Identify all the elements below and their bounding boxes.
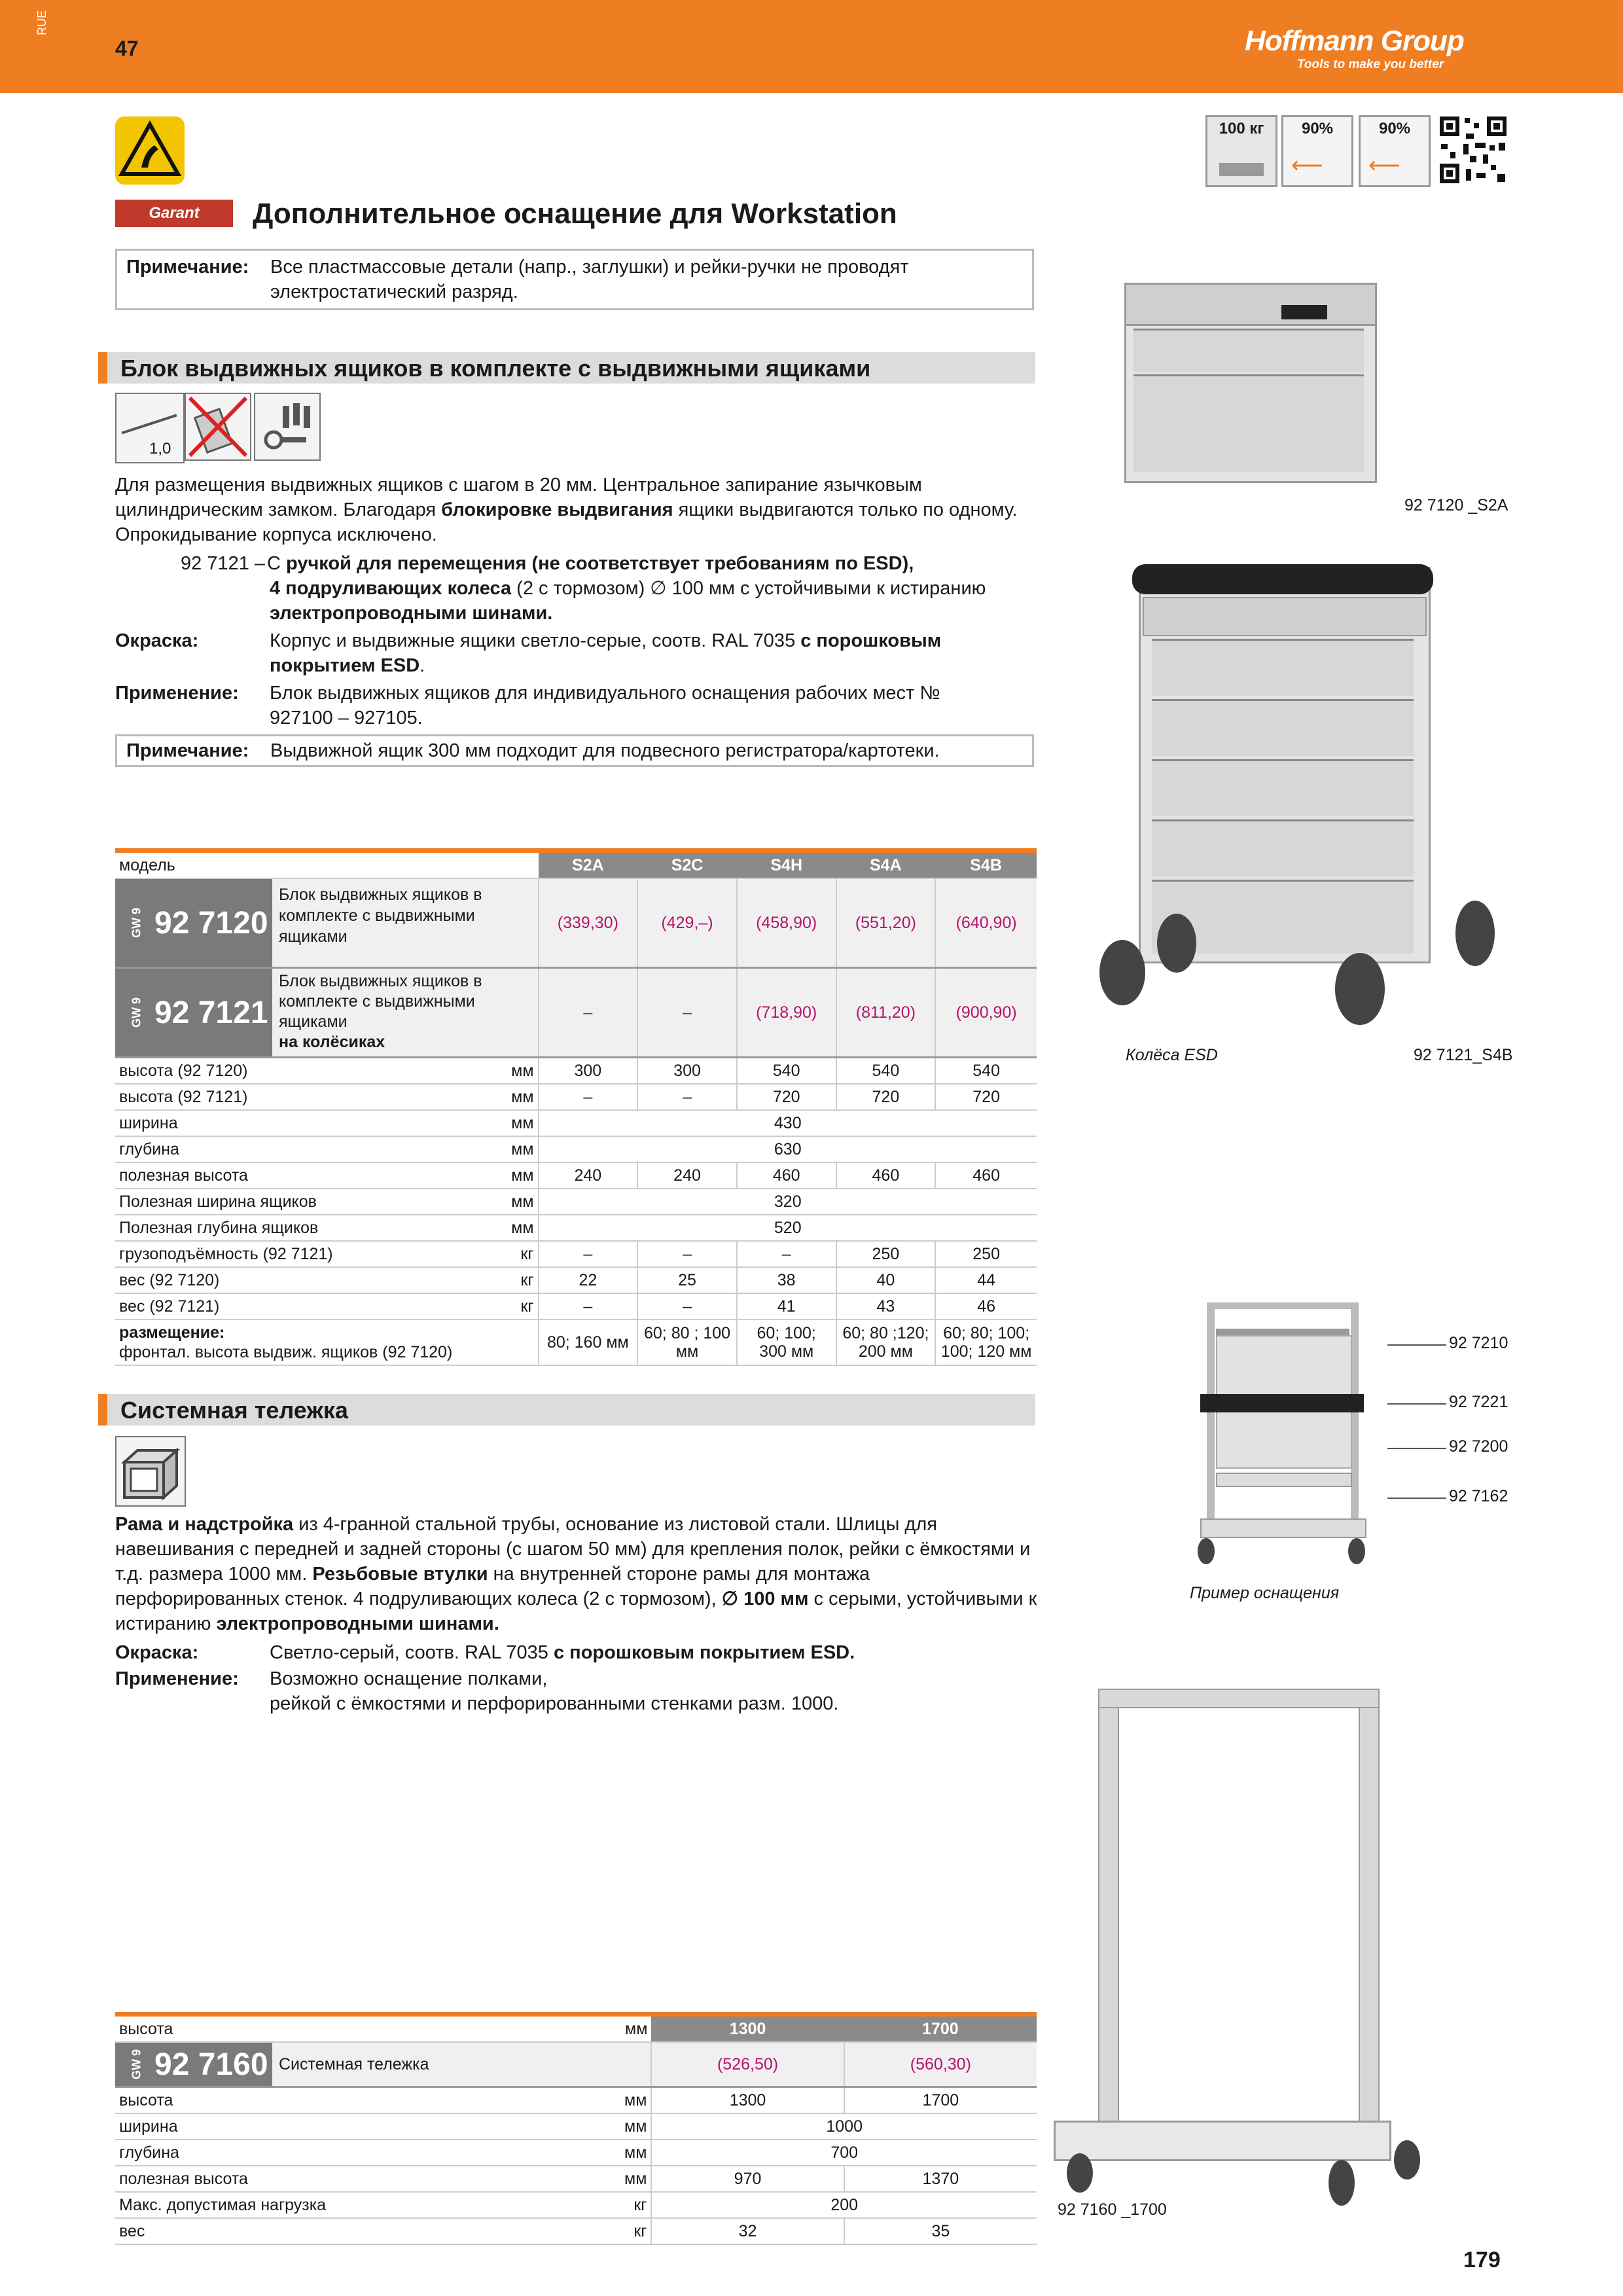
spec-value: 22 bbox=[539, 1267, 638, 1293]
usage-line-2: рейкой с ёмкостями и перфорированными стенками разм. 1000. bbox=[270, 1693, 839, 1714]
note-label: Примечание: bbox=[126, 257, 249, 278]
spec-unit: мм bbox=[610, 2140, 651, 2166]
price-cell: (339,30) bbox=[539, 878, 638, 968]
qr-code-icon[interactable] bbox=[1437, 114, 1509, 186]
column-header: S4H bbox=[737, 851, 836, 879]
spec-value: 700 bbox=[651, 2140, 1037, 2166]
cabinet-top-panel bbox=[1124, 283, 1377, 326]
usage-row bbox=[115, 1666, 1038, 1716]
push-handle bbox=[1132, 564, 1433, 594]
placement-cell: 80; 160 мм bbox=[539, 1319, 638, 1365]
desc-bold-e: ∅ 100 мм bbox=[721, 1588, 809, 1609]
wheel bbox=[1394, 2140, 1420, 2179]
product-row bbox=[115, 878, 1037, 968]
spec-rows bbox=[115, 1058, 1037, 1320]
spec-unit: кг bbox=[610, 2192, 651, 2218]
spec-rows bbox=[115, 2087, 1037, 2245]
spec-unit: мм bbox=[610, 2166, 651, 2192]
callout-line bbox=[1387, 1448, 1446, 1449]
spec-unit: кг bbox=[497, 1267, 539, 1293]
spec-row bbox=[115, 2140, 1037, 2166]
spec-value: 200 bbox=[651, 2192, 1037, 2218]
spec-label: полезная высота bbox=[115, 2166, 610, 2192]
section-heading-system-trolley bbox=[98, 1394, 1035, 1426]
wheel bbox=[1335, 953, 1385, 1025]
desc-text-bold: блокировке выдвигания bbox=[441, 499, 673, 520]
section1-description bbox=[115, 473, 1031, 547]
spec-unit: мм bbox=[610, 2113, 651, 2140]
section-heading-drawer-unit bbox=[98, 352, 1035, 384]
paint-text-a: Светло-серый, соотв. RAL 7035 bbox=[270, 1642, 554, 1663]
paint-label: Окраска: bbox=[115, 1642, 199, 1663]
extension-badge-1 bbox=[1281, 115, 1353, 187]
spec-label: высота (92 7121) bbox=[115, 1084, 497, 1110]
placement-cell: 60; 80 ; 100 мм bbox=[637, 1319, 737, 1365]
spec-value: – bbox=[539, 1084, 638, 1110]
spec-value: 40 bbox=[836, 1267, 936, 1293]
spec-value: 300 bbox=[539, 1058, 638, 1085]
image-caption-927120: 92 7120 _S2A bbox=[1404, 496, 1508, 514]
trolley-post bbox=[1098, 1689, 1119, 2136]
spec-value: – bbox=[637, 1293, 737, 1319]
hoffmann-logo bbox=[1245, 25, 1464, 72]
spec-row bbox=[115, 1189, 1037, 1215]
spec-label: Макс. допустимая нагрузка bbox=[115, 2192, 610, 2218]
variant-text-e: электропроводными шинами. bbox=[270, 603, 553, 624]
model-label: модель bbox=[115, 851, 539, 879]
price-cell: (560,30) bbox=[844, 2042, 1037, 2087]
variant-description bbox=[181, 551, 1038, 626]
gw-label: GW 9 bbox=[130, 907, 143, 939]
usage-line-1: Возможно оснащение полками, bbox=[270, 1668, 548, 1689]
usage-label: Применение: bbox=[115, 1668, 239, 1689]
price-cell: (900,90) bbox=[935, 968, 1037, 1058]
trolley-post bbox=[1359, 1689, 1380, 2136]
wheel bbox=[1099, 940, 1145, 1005]
price-cell: – bbox=[637, 968, 737, 1058]
wheel bbox=[1348, 1538, 1365, 1564]
desc-text-a: Для размещения выдвижных ящиков с шагом в 20 мм. Центральное запирание язычковым цилиндрическим замком. Благодаря bbox=[115, 475, 922, 520]
drawer bbox=[1152, 759, 1414, 816]
price-cell: (429,–) bbox=[637, 878, 737, 968]
spec-value: – bbox=[539, 1293, 638, 1319]
product-code-box[interactable] bbox=[115, 879, 272, 967]
spec-row bbox=[115, 1162, 1037, 1189]
spec-value: 720 bbox=[836, 1084, 936, 1110]
spec-row bbox=[115, 1293, 1037, 1319]
spec-label: высота (92 7120) bbox=[115, 1058, 497, 1085]
paint-text-b: с порошковым покрытием ESD. bbox=[554, 1642, 855, 1663]
product-description-bold: на колёсиках bbox=[279, 1033, 385, 1051]
spec-value: 240 bbox=[539, 1162, 638, 1189]
spec-value: 25 bbox=[637, 1267, 737, 1293]
wheel bbox=[1157, 914, 1196, 973]
spec-label: полезная высота bbox=[115, 1162, 497, 1189]
column-header: S4A bbox=[836, 851, 936, 879]
usage-text bbox=[270, 1666, 838, 1716]
spec-row bbox=[115, 2218, 1037, 2244]
spec-unit: кг bbox=[497, 1241, 539, 1267]
note-box-drawer bbox=[115, 734, 1034, 767]
spec-label: грузоподъёмность (92 7121) bbox=[115, 1241, 497, 1267]
spec-value: 300 bbox=[637, 1058, 737, 1085]
spec-label: вес (92 7121) bbox=[115, 1293, 497, 1319]
placement-cell: 60; 100; 300 мм bbox=[737, 1319, 836, 1365]
desc-bold-a: Рама и надстройка bbox=[115, 1514, 294, 1535]
lock-panel bbox=[1281, 305, 1327, 319]
drawer bbox=[1152, 639, 1414, 696]
drawer bbox=[1133, 374, 1364, 472]
price-cell: (811,20) bbox=[836, 968, 936, 1058]
drawer bbox=[1152, 699, 1414, 756]
spec-value: 540 bbox=[935, 1058, 1037, 1085]
section2-description bbox=[115, 1512, 1038, 1636]
spec-value: 320 bbox=[539, 1189, 1037, 1215]
desc-text-b: из 4-гранной стальной трубы, основание из листовой стали. Шлицы для навешивания с передней и задней стороны (с шагом 50 мм) для крепления полок, рейки с ёмкостями и т.д. размера 1000 мм. bbox=[115, 1514, 1031, 1585]
note-box-general bbox=[115, 249, 1034, 310]
product-cell bbox=[115, 878, 539, 968]
wheel bbox=[1455, 901, 1495, 966]
example-caption: Пример оснащения bbox=[1190, 1584, 1340, 1602]
stepping-icon-value: 1,0 bbox=[149, 440, 171, 457]
product-description: Системная тележка bbox=[279, 2055, 429, 2073]
product-image-927160 bbox=[1054, 1689, 1433, 2212]
product-code: 92 7121 bbox=[154, 995, 268, 1030]
product-code: 92 7160 bbox=[154, 2047, 268, 2082]
spec-value: 630 bbox=[539, 1136, 1037, 1162]
product-description: Блок выдвижных ящиков в комплекте с выдвижными ящиками bbox=[279, 886, 482, 946]
page-number: 179 bbox=[1463, 2248, 1501, 2272]
usage-label: Применение: bbox=[115, 683, 239, 704]
note-text: Выдвижной ящик 300 мм подходит для подвесного регистратора/картотеки. bbox=[270, 740, 940, 761]
price-cell: (458,90) bbox=[737, 878, 836, 968]
spec-value: 460 bbox=[737, 1162, 836, 1189]
spec-unit: мм bbox=[497, 1162, 539, 1189]
region-tag: RUE bbox=[35, 10, 48, 35]
spec-unit: мм bbox=[497, 1084, 539, 1110]
paint-row bbox=[115, 628, 1031, 678]
gw-label: GW 9 bbox=[130, 997, 143, 1028]
section-title: Блок выдвижных ящиков в комплекте с выдвижными ящиками bbox=[120, 355, 871, 382]
usage-row bbox=[115, 681, 1031, 730]
spec-label: ширина bbox=[115, 1110, 497, 1136]
variant-code: 92 7121 – bbox=[181, 553, 266, 574]
placement-label-text: фронтал. высота выдвиж. ящиков (92 7120) bbox=[119, 1343, 453, 1361]
extension-label-1: 90% bbox=[1301, 120, 1334, 137]
spec-row bbox=[115, 1058, 1037, 1085]
variant-text-a: С bbox=[267, 553, 286, 574]
product-code: 92 7120 bbox=[154, 905, 268, 941]
spec-value: 46 bbox=[935, 1293, 1037, 1319]
section-marker bbox=[98, 1394, 107, 1426]
column-header: 1700 bbox=[844, 2015, 1037, 2043]
shelf bbox=[1216, 1329, 1349, 1335]
spec-value: 44 bbox=[935, 1267, 1037, 1293]
product-cell bbox=[115, 2042, 651, 2087]
placement-label-bold: размещение: bbox=[119, 1323, 225, 1342]
cabinet-top-panel bbox=[1143, 597, 1427, 636]
variant-text-d: (2 с тормозом) ∅ 100 мм с устойчивыми к истиранию bbox=[511, 578, 986, 599]
extension-label-2: 90% bbox=[1378, 120, 1411, 137]
spec-value: 1370 bbox=[844, 2166, 1037, 2192]
extension-arrow-icon: ⟵ bbox=[1291, 153, 1323, 178]
spec-value: 38 bbox=[737, 1267, 836, 1293]
spec-value: 540 bbox=[737, 1058, 836, 1085]
spec-row bbox=[115, 1215, 1037, 1241]
wheels-caption: Колёса ESD bbox=[1126, 1046, 1218, 1064]
price-cell: (718,90) bbox=[737, 968, 836, 1058]
wheel bbox=[1067, 2153, 1093, 2193]
callout-line bbox=[1387, 1498, 1446, 1499]
spec-row bbox=[115, 2192, 1037, 2218]
wheel bbox=[1329, 2160, 1355, 2206]
spec-value: 460 bbox=[935, 1162, 1037, 1189]
spec-unit: мм bbox=[497, 1110, 539, 1136]
desc-bold-c: Резьбовые втулки bbox=[312, 1564, 488, 1585]
column-header: S4B bbox=[935, 851, 1037, 879]
lock-key-icon bbox=[254, 393, 321, 461]
product-image-927121 bbox=[1099, 547, 1518, 1045]
trolley-topbar bbox=[1098, 1689, 1380, 1708]
spec-value: 1300 bbox=[651, 2087, 844, 2114]
load-label: 100 кг bbox=[1219, 120, 1264, 137]
extension-arrow-icon: ⟵ bbox=[1368, 153, 1400, 178]
desc-bold-g: электропроводными шинами. bbox=[216, 1613, 499, 1634]
desc-text-f: с серыми, устойчивыми к истиранию bbox=[115, 1588, 1037, 1634]
base-plate bbox=[1200, 1518, 1366, 1538]
logo-name: Hoffmann Group bbox=[1245, 25, 1464, 57]
square-tube-icon bbox=[115, 1436, 186, 1507]
height-unit: мм bbox=[610, 2015, 651, 2043]
spec-value: 460 bbox=[836, 1162, 936, 1189]
paint-text-c: . bbox=[419, 655, 425, 676]
spec-label: глубина bbox=[115, 2140, 610, 2166]
spec-value: 35 bbox=[844, 2218, 1037, 2244]
spec-table-system-trolley bbox=[115, 2012, 1037, 2245]
chapter-number: 47 bbox=[115, 37, 139, 60]
spec-unit: мм bbox=[497, 1136, 539, 1162]
column-header: S2C bbox=[637, 851, 737, 879]
extension-badge-2 bbox=[1359, 115, 1431, 187]
spec-unit: мм bbox=[497, 1215, 539, 1241]
product-row bbox=[115, 968, 1037, 1058]
note-text: Все пластмассовые детали (напр., заглушки) и рейки-ручки не проводят электростатический разряд. bbox=[270, 257, 909, 302]
spec-row bbox=[115, 1241, 1037, 1267]
spec-value: 41 bbox=[737, 1293, 836, 1319]
page-title: Дополнительное оснащение для Workstation bbox=[253, 198, 897, 230]
wheel bbox=[1198, 1538, 1215, 1564]
spec-value: – bbox=[539, 1241, 638, 1267]
spec-value: 32 bbox=[651, 2218, 844, 2244]
example-trolley-image bbox=[1187, 1296, 1383, 1571]
load-badge bbox=[1205, 115, 1277, 187]
spec-row bbox=[115, 2166, 1037, 2192]
spec-row bbox=[115, 1084, 1037, 1110]
height-label: высота bbox=[115, 2015, 610, 2043]
spec-row bbox=[115, 2087, 1037, 2114]
spec-label: вес bbox=[115, 2218, 610, 2244]
base-plate bbox=[1054, 2121, 1391, 2161]
spec-label: высота bbox=[115, 2087, 610, 2114]
paint-text bbox=[270, 1640, 855, 1665]
section-marker bbox=[98, 352, 107, 384]
paint-label: Окраска: bbox=[115, 630, 199, 651]
placement-cell: 60; 80; 100; 100; 120 мм bbox=[935, 1319, 1037, 1365]
spec-label: Полезная ширина ящиков bbox=[115, 1189, 497, 1215]
column-header: 1300 bbox=[651, 2015, 844, 2043]
callout-label: 92 7200 bbox=[1449, 1437, 1508, 1456]
logo-tagline: Tools to make you better bbox=[1297, 58, 1444, 71]
spec-unit: кг bbox=[610, 2218, 651, 2244]
spec-unit: мм bbox=[497, 1058, 539, 1085]
spec-row bbox=[115, 1110, 1037, 1136]
stepping-icon-lines bbox=[122, 414, 177, 435]
no-tipping-icon bbox=[185, 393, 251, 461]
spec-value: 720 bbox=[935, 1084, 1037, 1110]
image-caption-927121: 92 7121_S4B bbox=[1414, 1046, 1513, 1064]
desc-text-c: ящики выдвигаются только по одному. Опрокидывание корпуса исключено. bbox=[115, 499, 1018, 545]
spec-label: Полезная глубина ящиков bbox=[115, 1215, 497, 1241]
image-caption-927160: 92 7160 _1700 bbox=[1058, 2200, 1167, 2219]
spec-value: 720 bbox=[737, 1084, 836, 1110]
spec-value: 240 bbox=[637, 1162, 737, 1189]
bin-rail bbox=[1200, 1394, 1364, 1412]
spec-label: вес (92 7120) bbox=[115, 1267, 497, 1293]
product-code-box[interactable] bbox=[115, 2043, 272, 2086]
note-label: Примечание: bbox=[126, 740, 249, 761]
spec-label: глубина bbox=[115, 1136, 497, 1162]
spec-row bbox=[115, 1267, 1037, 1293]
table-header-row bbox=[115, 851, 1037, 879]
spec-value: 970 bbox=[651, 2166, 844, 2192]
price-cell: – bbox=[539, 968, 638, 1058]
paint-text-b: с порошковым покрытием ESD bbox=[270, 630, 942, 676]
spec-value: 43 bbox=[836, 1293, 936, 1319]
callout-label: 92 7210 bbox=[1449, 1334, 1508, 1352]
table-header-row bbox=[115, 2015, 1037, 2043]
spec-unit: кг bbox=[497, 1293, 539, 1319]
spec-value: – bbox=[637, 1241, 737, 1267]
trolley-topbar bbox=[1207, 1302, 1359, 1309]
placement-row bbox=[115, 1319, 1037, 1365]
spec-table-drawer-unit bbox=[115, 848, 1037, 1366]
price-cell: (526,50) bbox=[651, 2042, 844, 2087]
desc-text-d: на внутренней стороне рамы для монтажа перфорированных стенок. 4 подруливающих колеса (2 с тормозом), bbox=[115, 1564, 870, 1609]
esd-warning-icon bbox=[115, 117, 185, 185]
paint-text bbox=[270, 628, 963, 678]
spec-value: 250 bbox=[935, 1241, 1037, 1267]
placement-cell: 60; 80 ;120; 200 мм bbox=[836, 1319, 936, 1365]
product-image-927120 bbox=[1120, 257, 1382, 486]
callout-line bbox=[1387, 1344, 1446, 1346]
spec-value: – bbox=[637, 1084, 737, 1110]
column-header: S2A bbox=[539, 851, 638, 879]
placement-label bbox=[115, 1319, 539, 1365]
spec-unit: мм bbox=[610, 2087, 651, 2114]
spec-value: 1700 bbox=[844, 2087, 1037, 2114]
callout-line bbox=[1387, 1403, 1446, 1405]
spec-row bbox=[115, 1136, 1037, 1162]
paint-row bbox=[115, 1640, 1038, 1665]
garant-logo: Garant bbox=[115, 200, 233, 227]
product-code-box[interactable] bbox=[115, 969, 272, 1056]
spec-unit: мм bbox=[497, 1189, 539, 1215]
callout-label: 92 7221 bbox=[1449, 1393, 1508, 1411]
spec-value: 540 bbox=[836, 1058, 936, 1085]
usage-text: Блок выдвижных ящиков для индивидуального оснащения рабочих мест № 927100 – 927105. bbox=[270, 683, 940, 728]
drawer bbox=[1152, 819, 1414, 876]
product-description-text: Блок выдвижных ящиков в комплекте с выдвижными ящиками bbox=[279, 972, 482, 1031]
spec-value: – bbox=[737, 1241, 836, 1267]
spec-label: ширина bbox=[115, 2113, 610, 2140]
paint-text-a: Корпус и выдвижные ящики светло-серые, соотв. RAL 7035 bbox=[270, 630, 801, 651]
trolley-post bbox=[1207, 1302, 1215, 1538]
price-cell: (551,20) bbox=[836, 878, 936, 968]
drawer bbox=[1133, 329, 1364, 372]
shelf bbox=[1216, 1473, 1352, 1487]
product-cell bbox=[115, 968, 539, 1058]
product-description bbox=[272, 969, 538, 1056]
variant-text-c: 4 подруливающих колеса bbox=[270, 578, 512, 599]
section-title: Системная тележка bbox=[120, 1397, 348, 1424]
gw-label: GW 9 bbox=[130, 2049, 143, 2080]
load-icon bbox=[1219, 163, 1264, 176]
spec-row bbox=[115, 2113, 1037, 2140]
stepping-icon bbox=[115, 393, 185, 463]
spec-value: 430 bbox=[539, 1110, 1037, 1136]
callout-label: 92 7162 bbox=[1449, 1487, 1508, 1505]
variant-text-b: ручкой для перемещения (не соответствует требованиям по ESD), bbox=[286, 553, 914, 574]
spec-value: 520 bbox=[539, 1215, 1037, 1241]
spec-value: 250 bbox=[836, 1241, 936, 1267]
spec-value: 1000 bbox=[651, 2113, 1037, 2140]
price-cell: (640,90) bbox=[935, 878, 1037, 968]
product-row bbox=[115, 2042, 1037, 2087]
